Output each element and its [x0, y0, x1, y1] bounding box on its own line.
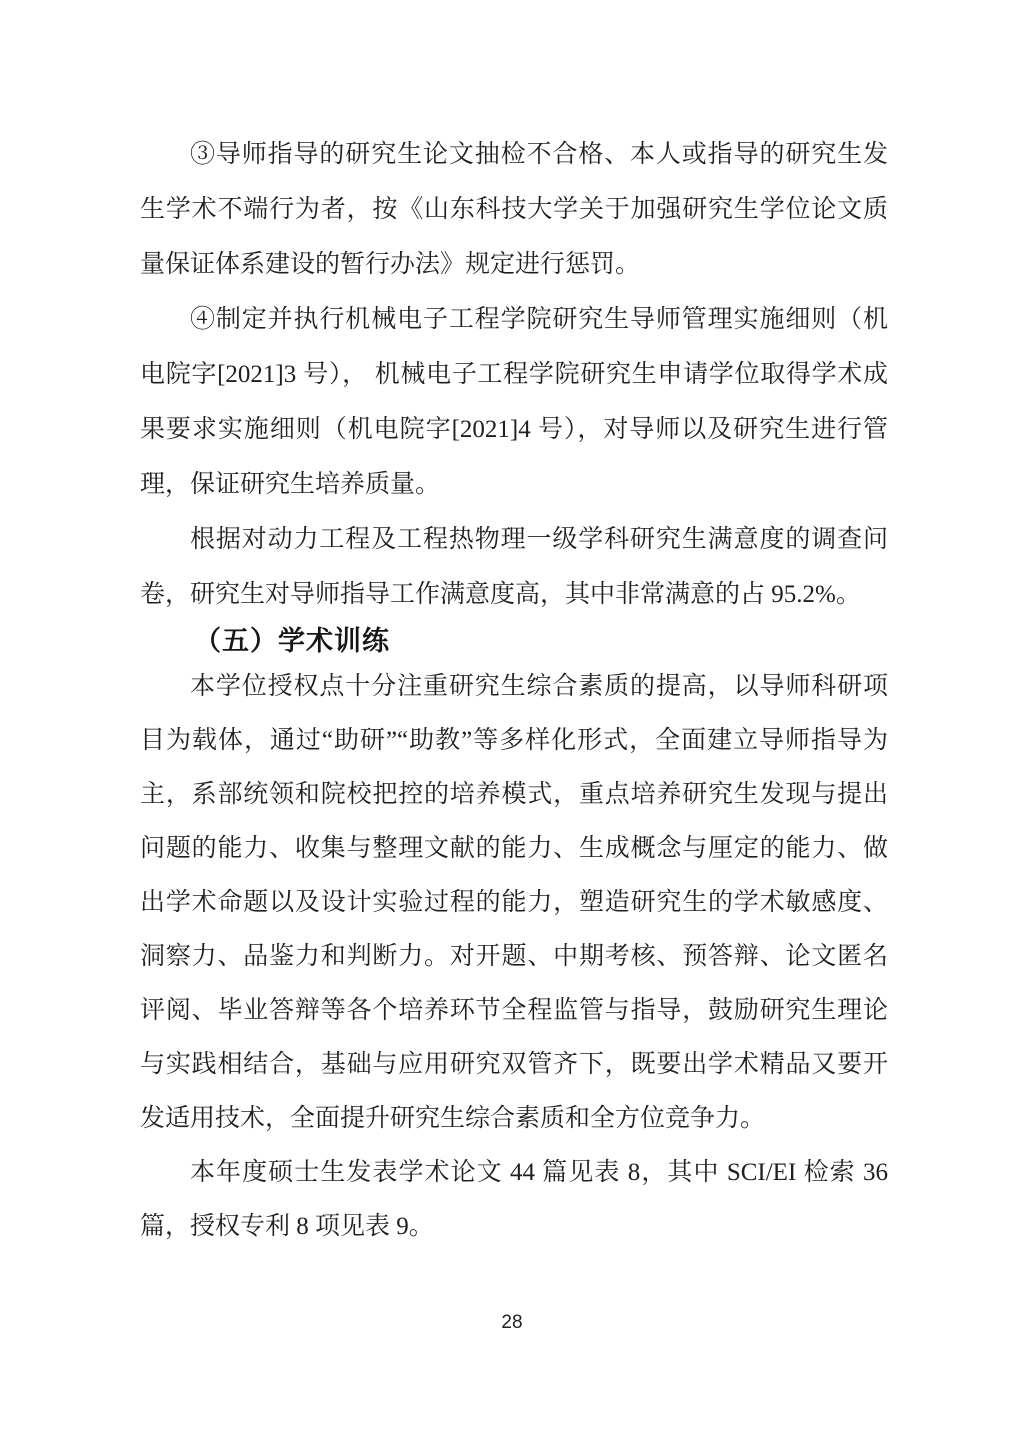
paragraph-publications-summary: 本年度硕士生发表学术论文 44 篇见表 8，其中 SCI/EI 检索 36 篇，授权专利 8 项见表 9。 — [140, 1159, 888, 1240]
page-number: 28 — [501, 1312, 523, 1333]
paragraph-satisfaction-survey: 根据对动力工程及工程热物理一级学科研究生满意度的调查问卷，研究生对导师指导工作满意度高，其中非常满意的占 95.2%。 — [140, 526, 888, 608]
paragraph-academic-training: 本学位授权点十分注重研究生综合素质的提高，以导师科研项目为载体，通过“助研”“助教”等多样化形式，全面建立导师指导为主，系部统领和院校把控的培养模式，重点培养研究生发现与提出问题的能力、收集与整理文献的能力、生成概念与厘定的能力、做出学术命题以及设计实验过程的能力，塑造研究生的学术敏感度、洞察力、品鉴力和判断力。对开题、中期考核、预答辩、论文匿名评阅、毕业答辩等各个培养环节全程监管与指导，鼓励研究生理论与实践相结合，基础与应用研究双管齐下，既要出学术精品又要开发适用技术，全面提升研究生综合素质和全方位竞争力。 — [140, 673, 888, 1132]
paragraph-supervisor-penalty: ③导师指导的研究生论文抽检不合格、本人或指导的研究生发生学术不端行为者，按《山东科技大学关于加强研究生学位论文质量保证体系建设的暂行办法》规定进行惩罚。 — [140, 141, 888, 278]
page-content — [140, 127, 888, 1254]
paragraph-supervisor-regulations: ④制定并执行机械电子工程学院研究生导师管理实施细则（机电院字[2021]3 号）， 机械电子工程学院研究生申请学位取得学术成果要求实施细则（机电院字[2021]4 号），对导师以及研究生进行管理，保证研究生培养质量。 — [140, 306, 888, 498]
section-academic-training — [140, 660, 888, 1254]
section-heading-academic-training: （五）学术训练 — [194, 626, 390, 656]
section-supervision — [140, 127, 888, 622]
